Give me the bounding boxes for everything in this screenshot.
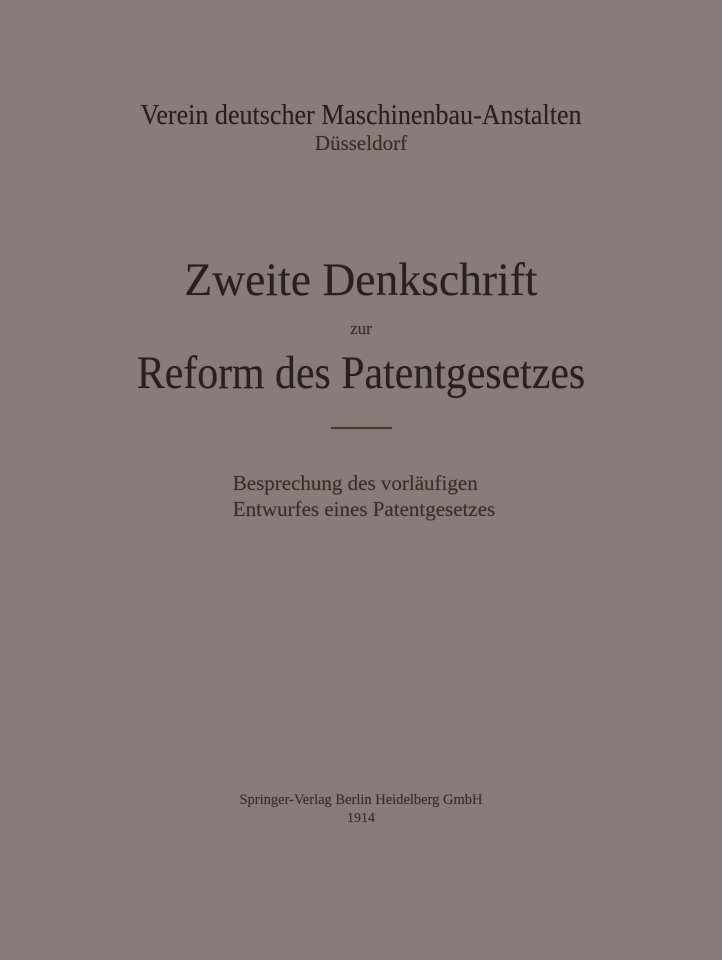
- association-city: Düsseldorf: [314, 131, 408, 155]
- subtitle-block: [233, 470, 495, 522]
- subtitle-line-1: Besprechung des vorläufigen: [232, 471, 478, 495]
- publisher-imprint: Springer-Verlag Berlin Heidelberg GmbH: [239, 792, 483, 808]
- title-line-2: Reform des Patentgesetzes: [136, 347, 586, 399]
- divider-rule: [331, 427, 392, 429]
- subtitle: [0, 470, 722, 522]
- publication-year: 1914: [347, 811, 375, 826]
- association-name: Verein deutscher Maschinenbau-Anstalten: [140, 100, 582, 131]
- subtitle-line-2: Entwurfes eines Patentgesetzes: [232, 497, 496, 521]
- title-connector: zur: [350, 319, 372, 338]
- title-line-1: Zweite Denkschrift: [184, 254, 538, 306]
